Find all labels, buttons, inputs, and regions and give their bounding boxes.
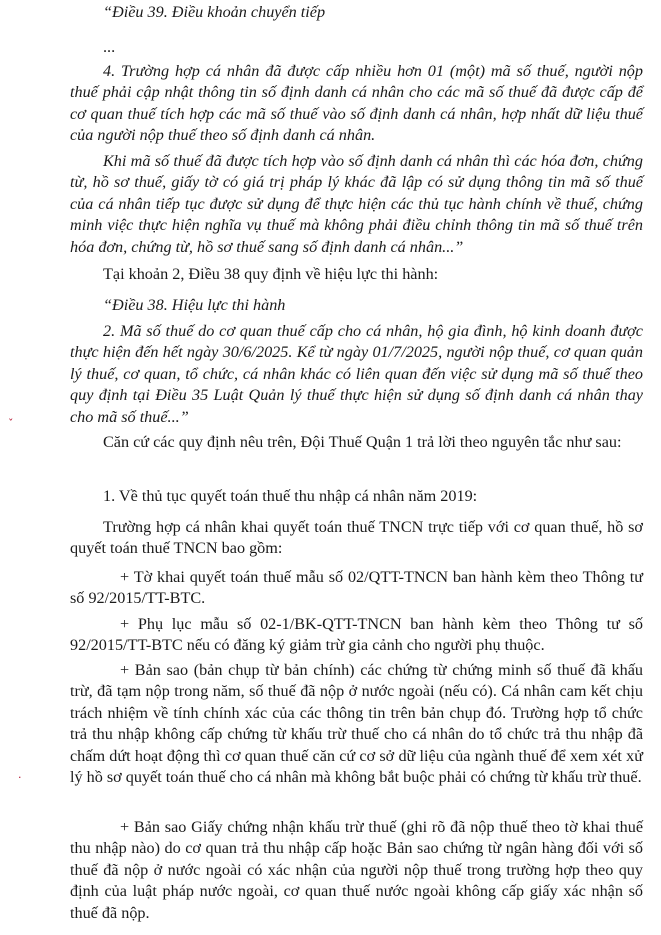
section1-intro: Trường hợp cá nhân khai quyết toán thuế TNCN trực tiếp với cơ quan thuế, hồ sơ quyết toán thuế TNCN bao gồm: — [70, 518, 643, 558]
basis-paragraph: Căn cứ các quy định nêu trên, Đội Thuế Quận 1 trả lời theo nguyên tắc như sau: — [103, 433, 622, 451]
article38-title: “Điều 38. Hiệu lực thi hành — [103, 296, 286, 314]
article39-clause4: 4. Trường hợp cá nhân đã được cấp nhiều hơn 01 (một) mã số thuế, người nộp thuế phải cập nhật thông tin số định danh cá nhân cho các mã số thuế đã được cấp để cơ quan thuế tích hợp các mã số thuế vào số định danh cá nhân, hợp nhất dữ liệu thuế của người nộp thuế theo số định danh cá nhân. — [70, 62, 643, 145]
ellipsis: ... — [103, 38, 116, 56]
section1-heading: 1. Về thủ tục quyết toán thuế thu nhập cá nhân năm 2019: — [103, 487, 478, 505]
article39-clause4-continued: Khi mã số thuế đã được tích hợp vào số định danh cá nhân thì các hóa đơn, chứng từ, hồ sơ thuế, giấy tờ có giá trị pháp lý khác đã lập có sử dụng thông tin mã số thuế của cá nhân tiếp tục được sử dụng để thực hiện các thủ tục hành chính về thuế, chứng minh việc thực hiện nghĩa vụ thuế mà không phải điều chỉnh thông tin mã số thuế trên hóa đơn, chứng từ, hồ sơ thuế sang số định danh cá nhân...” — [70, 152, 643, 256]
margin-mark: ˇ — [8, 417, 14, 430]
bullet-certificate: + Bản sao Giấy chứng nhận khấu trừ thuế (ghi rõ đã nộp thuế theo tờ khai thuế thu nhập nào) do cơ quan trả thu nhập cấp hoặc Bản sao chứng từ ngân hàng đối với số thuế đã nộp ở nước ngoài có xác nhận của người nộp thuế trong trường hợp theo quy định của luật pháp nước ngoài, cơ quan thuế nước ngoài không cấp giấy xác nhận số thuế đã nộp. — [70, 818, 643, 922]
article39-title: “Điều 39. Điều khoản chuyển tiếp — [103, 3, 326, 21]
article38-intro: Tại khoản 2, Điều 38 quy định về hiệu lực thi hành: — [103, 265, 439, 283]
article38-clause2: 2. Mã số thuế do cơ quan thuế cấp cho cá nhân, hộ gia đình, hộ kinh doanh được thực hiện đến hết ngày 30/6/2025. Kể từ ngày 01/7/2025, người nộp thuế, cơ quan quản lý thuế, cơ quan, tổ chức, cá nhân khác có liên quan đến việc sử dụng mã số thuế theo quy định tại Điều 35 Luật Quản lý thuế thực hiện sử dụng số định danh cá nhân thay cho mã số thuế...” — [70, 322, 643, 426]
bullet-copies: + Bản sao (bản chụp từ bản chính) các chứng từ chứng minh số thuế đã khấu trừ, đã tạm nộp trong năm, số thuế đã nộp ở nước ngoài (nếu có). Cá nhân cam kết chịu trách nhiệm về tính chính xác của các thông tin trên bản chụp đó. Trường hợp tổ chức trả thu nhập không cấp chứng từ khấu trừ thuế cho cá nhân do tổ chức trả thu nhập đã chấm dứt hoạt động thì cơ quan thuế căn cứ cơ sở dữ liệu của ngành thuế để xem xét xử lý hồ sơ quyết toán thuế cho cá nhân mà không bắt buộc phải có chứng từ khấu trừ thuế. — [70, 661, 643, 787]
bullet-declaration-form: + Tờ khai quyết toán thuế mẫu số 02/QTT-TNCN ban hành kèm theo Thông tư số 92/2015/TT-BTC. — [70, 568, 643, 608]
margin-mark: · — [18, 771, 22, 784]
bullet-appendix: + Phụ lục mẫu số 02-1/BK-QTT-TNCN ban hành kèm theo Thông tư số 92/2015/TT-BTC nếu có đăng ký giảm trừ gia cảnh cho người phụ thuộc. — [70, 615, 643, 655]
